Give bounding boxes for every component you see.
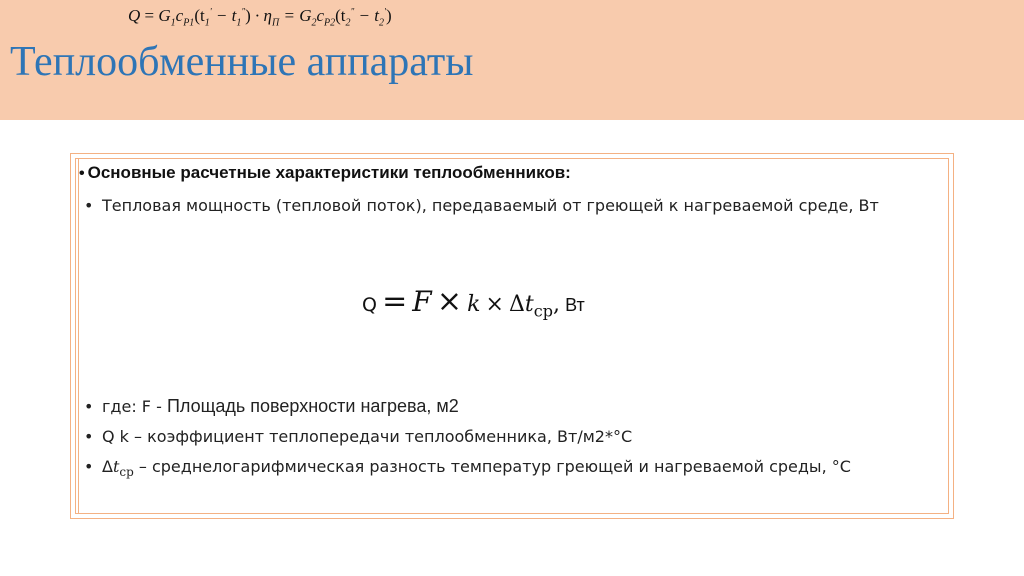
heat-balance-formula: $Q = G_1c_{P1}(t_1' - t_1^") \cdot \eta_П = G_2c_{P2}(t_2^" - t_2')$ [128, 6, 392, 29]
section-heading [79, 163, 571, 183]
area-text: Площадь поверхности нагрева, м2 [166, 396, 459, 416]
coefficient-text: Q k – коэффициент теплопередачи теплообменника, Вт/м2*°C [102, 427, 633, 446]
list-item-heat-power [84, 196, 879, 215]
heading-text: Основные расчетные характеристики теплообменников: [87, 163, 571, 182]
main-formula: $Q = F \times k \times \Delta t_{ср}$, Вт [362, 284, 585, 321]
bullet: • [84, 427, 94, 446]
where-prefix: где: F - [102, 397, 167, 416]
bullet: • [84, 196, 94, 215]
bullet: • [84, 397, 94, 416]
list-item-area [84, 396, 459, 417]
list-item-temp-difference [84, 457, 851, 479]
delta-t-symbol: $\Delta t_{ср}$ [102, 457, 134, 480]
bullet: • [84, 457, 94, 476]
bullet: • [79, 165, 85, 182]
heat-power-text: Тепловая мощность (тепловой поток), передаваемый от греющей к нагреваемой среде, Вт [102, 196, 879, 215]
slide-title: Теплообменные аппараты [10, 39, 474, 85]
temp-difference-text: – среднелогарифмическая разность температур греющей и нагреваемой среды, °C [133, 457, 851, 476]
list-item-coefficient [84, 427, 632, 446]
